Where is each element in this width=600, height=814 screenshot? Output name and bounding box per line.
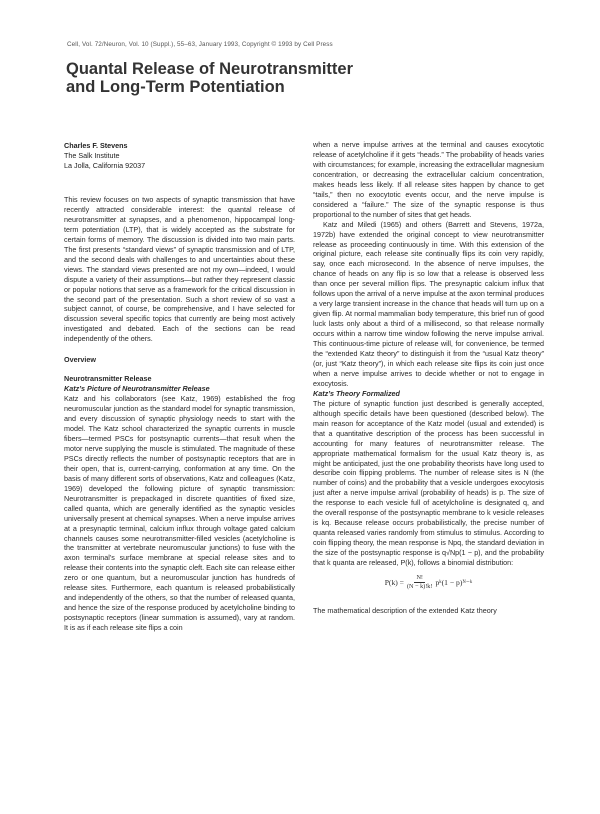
abstract-paragraph: This review focuses on two aspects of synaptic transmission that have recently attracted considerable interest: the quantal release of neurotransmitter at synapses, and a phenomenon, hippocampal long-term potentiation (LTP), that is widely accepted as the substrate for certain forms of memory. The discussion is divided into two main parts. The first presents “standard views” of synaptic transmission and of LTP, and the second deals with challenges to and uncertainties about these views. The standard views presented are not my own—indeed, I would dispute a variety of their assumptions—but rather they represent classic or popular notions that serve as a framework for the critical discussion in the second part of the presentation. Such a short review of so vast a subject cannot, of course, be comprehensive, and I have selected for discussion several specific topics that currently are being most actively investigated and debated. Each of the sections can be read independently of the others. [64,195,295,344]
body-paragraph-2: Katz and Miledi (1965) and others (Barrett and Stevens, 1972a, 1972b) have extended the original concept to view neurotransmitter release as proceeding continuously in time. With this extension of the original picture, each release site continually flips its coin very rapidly, say, once each microsecond. In the absence of nerve impulses, the chance of heads on any flip is so low that a release is observed less than once per several million flips. The presynaptic calcium influx that follows upon the arrival of a nerve impulse at the axon terminal produces a very large transient increase in the chance that heads will turn up on a given flip. At normal mammalian body temperature, this brief run of good luck lasts only about a third of a millisecond, so that release normally occurs within a narrow time window following the nerve impulse arrival. This continuous-time picture of release will, for convenience, be termed the “extended Katz theory” to distinguish it from the “usual Katz theory” (or, just “Katz theory”), in which each release site flips its coin just once when a nerve impulse arrives to decide whether or not to engage in exocytosis. [313,219,544,388]
body-paragraph-1: when a nerve impulse arrives at the terminal and causes exocytotic release of acetylcholine if it gets “heads.” The probability of heads varies with circumstances; for example, increasing the extracellular magnesium concentration, or decreasing the extracellular calcium concentration, makes heads less likely. If all release sites happen by chance to get “tails,” then no exocytotic events occur, and the nerve impulse is considered a “failure.” The size of the synaptic response is thus proportional to the number of sites that get heads. [313,140,544,219]
equation-lhs: P(k) = [384,577,404,587]
section-heading-overview: Overview [64,355,96,365]
author-affiliation: The Salk Institute [64,151,120,160]
body-paragraph-3: The picture of synaptic function just described is generally accepted, although specific details have been questioned (described below). The main reason for acceptance of the Katz model (usual and extended) is that a quantitative description of the process has been successful in accounting for many features of neurotransmitter release. The appropriate mathematical formalism for the usual Katz theory is, as might be anticipated, just the one probability theorists have long used to describe coin flipping problems. The number of release sites is N (the number of coins) and the probability that a vesicle undergoes exocytosis just after a nerve impulse arrival (probability of heads) is p. The size of the response to each vesicle full of acetylcholine is designated q, and the overall response of the postsynaptic membrane to k vesicle releases is kq. Because release occurs probabilistically, the precise number of quanta released varies randomly from stimulus to stimulus. According to coin flipping theory, the mean response is Npq, the standard deviation in the size of the postsynaptic response is q√Np(1 − p), and the probability that k quanta are released, P(k), follows a binomial distribution: [313,398,544,568]
subsection-heading-release: Neurotransmitter Release [64,374,152,384]
subsubsection-heading-katz-picture: Katz’s Picture of Neurotransmitter Release [64,384,210,394]
article-title [66,60,366,96]
right-column [313,140,544,616]
subsubsection-heading-formalized: Katz’s Theory Formalized [313,388,400,398]
body-paragraph-4: The mathematical description of the extended Katz theory [313,605,497,615]
author-block [64,141,145,171]
binomial-equation [313,574,544,598]
equation-denominator: (N − k)!k! [406,582,433,590]
equation-rhs: pᵏ(1 − p)ᴺ⁻ᵏ [435,577,473,587]
author-location: La Jolla, California 92037 [64,161,146,170]
running-head: Cell, Vol. 72/Neuron, Vol. 10 (Suppl.), 55–63, January 1993, Copyright © 1993 by Cell Press [67,41,333,48]
title-line-1: Quantal Release of Neurotransmitter [66,60,353,78]
author-name: Charles F. Stevens [64,141,128,150]
title-line-2: and Long-Term Potentiation [66,78,285,96]
equation-fraction [407,574,432,591]
body-paragraph-katz: Katz and his collaborators (see Katz, 1969) established the frog neuromuscular junction as the standard model for synaptic transmission, and every discussion of synaptic physiology needs to start with the model. The Katz school characterized the synaptic currents in muscle fibers—termed PSCs for postsynaptic currents—that result when the motor nerve supplying the muscle is stimulated. The magnitude of these PSCs directly reflects the number of postsynaptic receptors that are in their open, that is, current-carrying, conformation at any time. On the basis of many different sorts of observations, Katz and colleagues (Katz, 1969) developed the following picture of synaptic transmission: Neurotransmitter is prepackaged in discrete quantities of fixed size, called quanta, which are generally identified as the synaptic vesicles universally present at chemical synapses. When a nerve impulse arrives at a presynaptic terminal, calcium influx through voltage gated calcium channels causes some neurotransmitter-filled vesicles (acetylcholine is the transmitter at vertebrate neuromuscular junctions) to fuse with the axon terminal’s surface membrane at special release sites and to release their contents into the synaptic cleft. Each site can release either zero or one quantum, but a neuromuscular junction has hundreds of release sites. Furthermore, each quantum is released probabilistically and independently of the others, so that the number of released quanta, and hence the size of the response produced by acetylcholine binding to postsynaptic receptors (linear summation is assumed), vary at random. It is as if each release site flips a coin [64,394,295,633]
left-column [64,195,295,633]
equation-numerator: N! [416,573,423,581]
